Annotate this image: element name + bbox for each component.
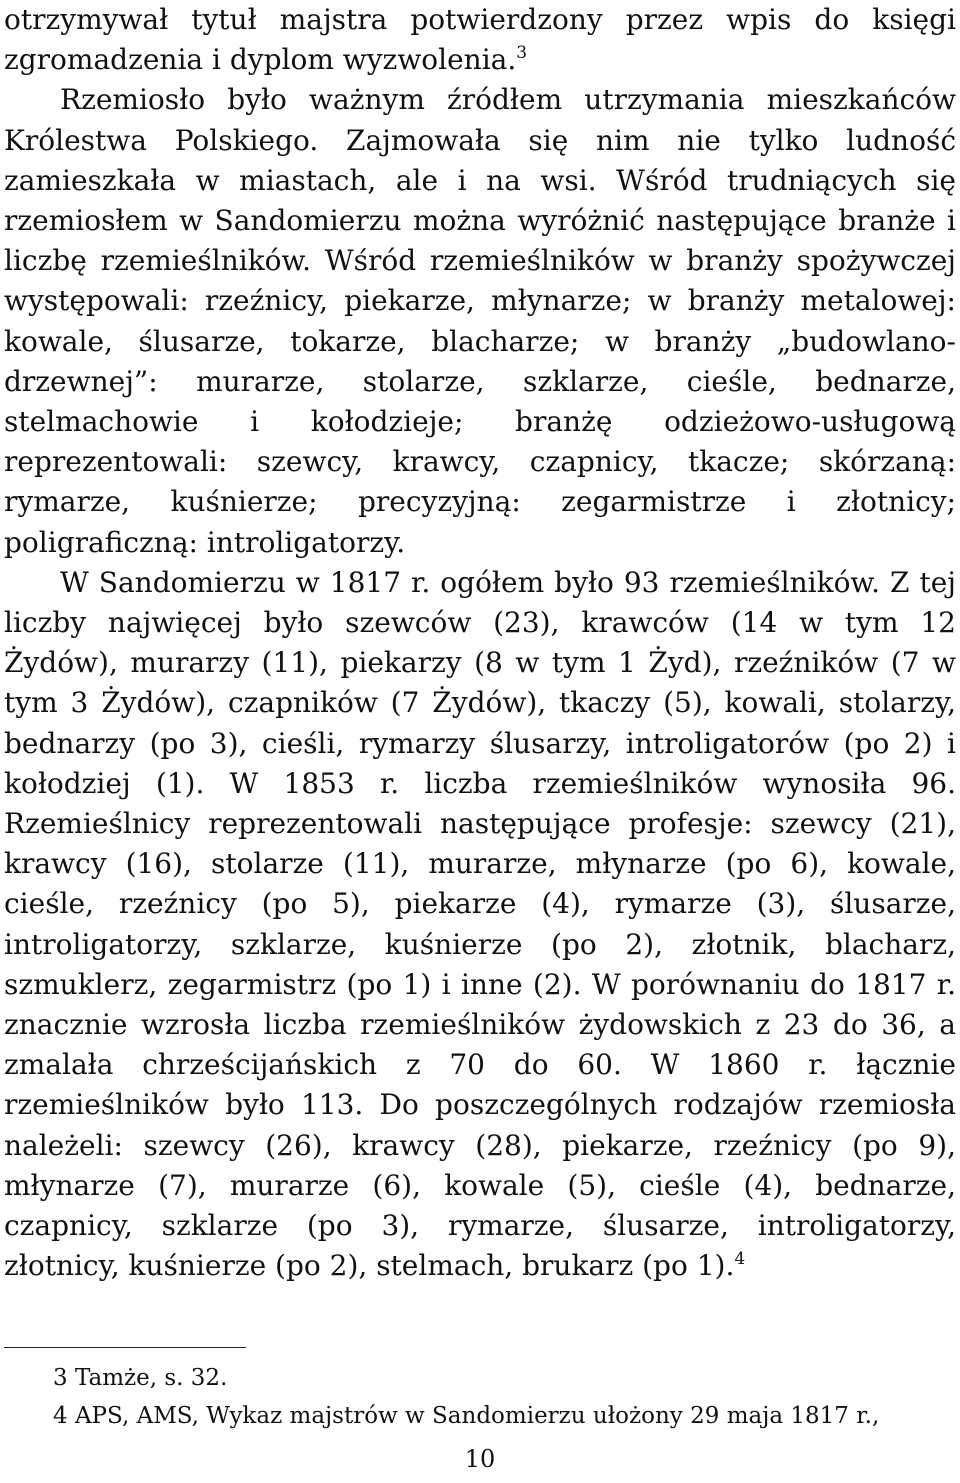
footnote-ref-3: 3 <box>516 43 528 64</box>
paragraph-3-text: W Sandomierzu w 1817 r. ogółem było 93 rzemieślników. Z tej liczby najwięcej było szewców (23), krawców (14 w tym 12 Żydów), murarzy (11), piekarzy (8 w tym 1 Żyd), rzeźników (7 w tym 3 Żydów), czapników (7 Żydów), tkaczy (5), kowali, stolarzy, bednarzy (po 3), cieśli, rymarzy ślusarzy, introligatorów (po 2) i kołodziej (1). W 1853 r. liczba rzemieślników wynosiła 96. Rzemieślnicy reprezentowali następujące profesje: szewcy (21), krawcy (16), stolarze (11), murarze, młynarze (po 6), kowale, cieśle, rzeźnicy (po 5), piekarze (4), rymarze (3), ślusarze, introligatorzy, szklarze, kuśnierze (po 2), złotnik, blacharz, szmuklerz, zegarmistrz (po 1) i inne (2). W porównaniu do 1817 r. znacznie wzrosła liczba rzemieślników żydowskich z 23 do 36, a zmalała chrześcijańskich z 70 do 60. W 1860 r. łącznie rzemieślników było 113. Do poszczególnych rodzajów rzemiosła należeli: szewcy (26), krawcy (28), piekarze, rzeźnicy (po 9), młynarze (7), murarze (6), kowale (5), cieśle (4), bednarze, czapnicy, szklarze (po 3), rymarze, ślusarze, introligatorzy, złotnicy, kuśnierze (po 2), stelmach, brukarz (po 1). <box>4 565 956 1283</box>
footnotes <box>53 1359 956 1435</box>
body-text <box>4 0 956 1287</box>
paragraph-1 <box>4 0 956 80</box>
paragraph-3 <box>4 563 956 1287</box>
footnote-ref-4: 4 <box>734 1249 746 1270</box>
footnote-4: 4 APS, AMS, Wykaz majstrów w Sandomierzu ułożony 29 maja 1817 r., <box>53 1403 880 1429</box>
paragraph-1-text: otrzymywał tytuł majstra potwierdzony przez wpis do księgi zgromadzenia i dyplom wyzwolenia. <box>4 3 956 77</box>
page-number: 10 <box>464 1445 496 1473</box>
footnote-3: 3 Tamże, s. 32. <box>53 1365 228 1391</box>
paragraph-2: Rzemiosło było ważnym źródłem utrzymania mieszkańców Królestwa Polskiego. Zajmowała się nim nie tylko ludność zamieszkała w miastach, ale i na wsi. Wśród trudniących się rzemiosłem w Sandomierzu można wyróżnić następujące branże i liczbę rzemieślników. Wśród rzemieślników w branży spożywczej występowali: rzeźnicy, piekarze, młynarze; w branży metalowej: kowale, ślusarze, tokarze, blacharze; w branży „budowlano-drzewnej”: murarze, stolarze, szklarze, cieśle, bednarze, stelmachowie i kołodzieje; branżę odzieżowo-usługową reprezentowali: szewcy, krawcy, czapnicy, tkacze; skórzaną: rymarze, kuśnierze; precyzyjną: zegarmistrze i złotnicy; poligraficzną: introligatorzy. <box>4 83 956 559</box>
footnote-separator <box>4 1347 246 1348</box>
